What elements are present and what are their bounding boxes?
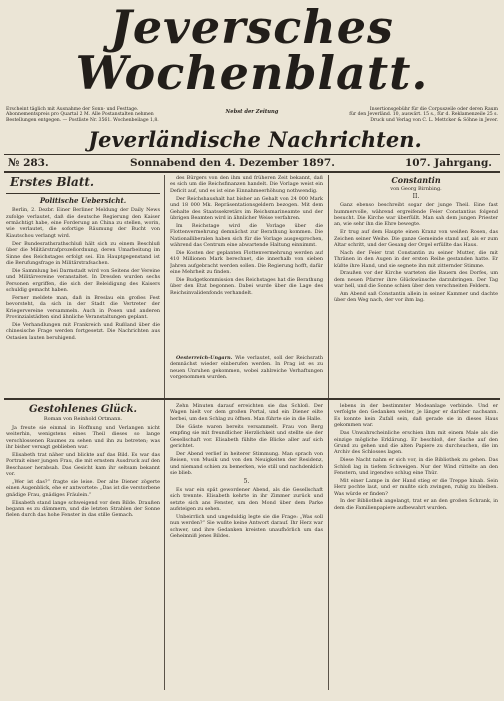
divider-feuilleton (4, 398, 500, 400)
header-left-line-2: Abonnementspreis pro Quartal 2 M. Alle Postanstalten nehmen (6, 112, 154, 118)
header-center-note: Nebst der Zeitung (225, 109, 279, 115)
austria-paragraph (170, 355, 323, 381)
subtitle: Jeverländische Nachrichten. (88, 127, 422, 152)
constantin-heading: Constantin (391, 175, 441, 185)
constantin-paragraph-2: Er trug auf dem Haupte einen Kranz von weißen Rosen, das Zeichen seiner Weihe. Die ganze Gemeinde stand auf, als er zum Altar schritt, und der Gesang der Orgel erfüllte das Haus. (334, 229, 498, 249)
serial-column-1 (6, 403, 160, 695)
col2-paragraph-1: des Bürgers von den ihm und früheren Zeit bekannt, daß es sich um die Reichsfinanzen handelt. Die Vorlage weist ein Deficit auf, und es ist eine Einnahmeerhöhung nothwendig. (170, 175, 323, 194)
serial2-paragraph-3: Der Abend verlief in heiterer Stimmung. Man sprach von Reisen, von Musik und von den Neuigkeiten der Residenz, und niemand schien zu bemerken, wie still und nachdenklich sie blieb. (170, 450, 323, 477)
serial-paragraph-4: Elisabeth stand lange schweigend vor dem Bilde. Draußen begann es zu dämmern, und die letzten Strahlen der Sonne fielen durch das hohe Fenster in das stille Gemach. (6, 499, 160, 519)
serial3-paragraph-1: lebens in der bestimmter Modeanlage verbinde. Und er verfolgte den Gedanken weiter, je länger er darüber nachsann. Es konnte kein Zufall sein, daß gerade sie in dieses Haus gekommen war. (334, 403, 498, 429)
constantin-byline: von Georg Birnbing. (390, 185, 442, 192)
header-right-line-1: Insertionsgebühr für die Corpuszeile oder deren Raum (369, 107, 498, 112)
serial-paragraph-1: Ja freute sie einmal in Hoffnung und Verlangen nicht weiterhin, wenigstens eines Theil dieses so lange verschlossenen Raumes zu sehen und ihn zu betreten; was ihr bisher versagt geblieben war. (6, 424, 160, 451)
politics-paragraph-1: Berlin, 2. Dezbr. Einer Berliner Meldung der Daily News zufolge verlautet, daß die deutsche Regierung den Kaiser ermächtigt habe, eine Forderung an China zu stellen, worin, wie verlautet, die sofortige Räumung der Bucht von Kiautschou verlangt wird. (6, 207, 160, 239)
issue-date: Sonnabend den 4. Dezember 1897. (130, 157, 335, 169)
serial-paragraph-2: Elisabeth trat näher und blickte auf das Bild. Es war das Portrait einer jungen Frau, die mit ernstem Ausdruck auf den Beschauer herabsah. Das Gesicht kam ihr seltsam bekannt vor. (6, 451, 160, 478)
serial3-paragraph-3: Diese Nacht nahm er sich vor, in die Bibliothek zu gehen. Das Schloß lag in tiefem Schweigen. Nur der Wind rüttelte an den Fenstern, und irgendwo schlug eine Thür. (334, 457, 498, 477)
serial-title: Gestohlenes Glück. (28, 404, 138, 415)
serial-byline: Roman von Reinhold Ortmann. (43, 416, 123, 423)
header-left-info (6, 107, 166, 123)
header-right-line-2: für den Jeverländ. 10, auswärt. 15 s., für d. Reklamenzeile 25 s. (349, 112, 498, 118)
serial2-paragraph-2: Die Gäste waren bereits versammelt. Frau von Berg empfing sie mit freundlicher Herzlichkeit und stellte sie der Gesellschaft vor. Elisabeth fühlte die Blicke aller auf sich gerichtet. (170, 423, 323, 449)
issue-volume: 107. Jahrgang. (405, 157, 492, 169)
constantin-paragraph-4: Draußen vor der Kirche warteten die Bauern des Dorfes, um dem neuen Pfarrer ihre Glückwünsche darzubringen. Der Tag war hell, und die Sonne schien über den verschneiten Feldern. (334, 270, 498, 290)
masthead-title: Jeversches Wochenblatt. (75, 0, 429, 100)
serial-paragraph-3: „Wer ist das?“ fragte sie leise. Der alte Diener zögerte einen Augenblick, ehe er antwortete: „Das ist die verstorbene gnädige Frau, gnädiges Fräulein.“ (6, 478, 160, 498)
serial-chapter-number: 5. (243, 477, 250, 485)
politics-paragraph-3: Die Sammlung bei Darmstadt wird von Seitens der Vereine und Militärvereine veranstaltet. In Dresden wurden sechs Personen ergriffen, die sich der Beleidigung des Kaisers schuldig gemacht haben. (6, 267, 160, 294)
politics-heading: Politische Uebersicht. (39, 195, 127, 205)
issue-number: № 283. (8, 157, 49, 169)
politics-paragraph-5: Die Verhandlungen mit Frankreich und Rußland über die chinesische Frage werden fortgesetzt. Die Nachrichten aus Ostasien lauten beruhigend. (6, 321, 160, 341)
column-1 (6, 175, 160, 395)
column-2 (170, 175, 323, 353)
divider-top (4, 154, 500, 155)
section-rule (6, 193, 160, 194)
serial-column-3 (334, 403, 498, 695)
serial3-paragraph-2: Das Unwahrscheinliche erschien ihm mit einem Male als die einzige mögliche Erklärung. Er beschloß, der Sache auf den Grund zu gehen und die alten Papiere zu durchsuchen, die im Archiv des Schlosses lagen. (334, 430, 498, 456)
serial2-paragraph-4: Es war ein spät gewordener Abend, als die Gesellschaft sich trennte. Elisabeth kehrte in ihr Zimmer zurück und setzte sich ans Fenster, um den Mond über dem Parke aufsteigen zu sehen. (170, 486, 323, 513)
constantin-paragraph-1: Ganz ebenso beschreibt sogar der junge Theil. Eine fast hummervolle, während ergreifende Feier Constantius folgend besucht. Die Kirche war überfüllt. Man sah dem jungen Priester an, wie sehr ihn die Ehre bewegte. (334, 202, 498, 228)
header-left-line-1: Erscheint täglich mit Ausnahme der Sonn- und Festtage. (6, 107, 139, 112)
politics-paragraph-2: Der Bundesrathsrathschluß hält sich zu einem Beschluß über die Militärstrafprozeßordnung, deren Umarbeitung im Sinne des Reichstages erfolgt sei. Ein Hauptgegenstand ist die Berufungsfrage in Militärstrafsachen. (6, 240, 160, 266)
section-title: Erstes Blatt. (10, 175, 95, 189)
constantin-part: II. (412, 193, 420, 201)
serial2-paragraph-1: Zehn Minuten darauf erreichten sie das Schloß. Der Wagen hielt vor dem großen Portal, und ein Diener eilte herbei, um den Schlag zu öffnen. Man führte sie in die Halle. (170, 403, 323, 422)
col2-paragraph-4: Die Kosten der geplanten Flottenvermehrung werden auf 410 Millionen Mark berechnet, die innerhalb von sieben Jahren aufgebracht werden sollen. Die Regierung hofft, dafür eine Mehrheit zu finden. (170, 249, 323, 276)
header-right-line-3: Druck und Verlag von C. L. Mettcker & Söhne in Jever. (370, 117, 498, 123)
column-divider-2 (328, 175, 329, 690)
serial2-paragraph-5: Unbeirrlich und ungeduldig legte sie die Frage: „Was soll nun werden?“ Sie wußte keine Antwort darauf. Ihr Herz war schwer, und ihre Gedanken kreisten unaufhörlich um das Geheimniß jenes Bildes. (170, 513, 323, 540)
header-right-info (335, 107, 498, 123)
politics-paragraph-4: Ferner meldete man, daß in Breslau ein großes Fest bevorsteht, da sich in der Stadt die Vertreter der Kriegervereine versammeln. Auch in Posen und anderen Provinzialstädten sind ähnliche Veranstaltungen geplant. (6, 294, 160, 321)
header-left-line-3: Bestellungen entgegen. — Postliste Nr. 3561. Wochenbeilage 1,8. (6, 117, 159, 123)
divider-date (4, 171, 500, 173)
column-2-austria (170, 355, 323, 395)
constantin-paragraph-5: Am Abend saß Constantin allein in seiner Kammer und dachte über den Weg nach, der vor ihm lag. (334, 290, 498, 304)
serial-column-2 (170, 403, 323, 695)
serial3-paragraph-5: In der Bibliothek angelangt, trat er an den großen Schrank, in dem die Familienpapiere aufbewahrt wurden. (334, 498, 498, 511)
col2-paragraph-2: Der Reichshaushalt hat bisher an Gehalt von 24 000 Mark und 18 000 Mk. Repräsentationsgeldern bezogen. Mit dem Gehalte des Staatssekretärs im Reichsmarineamte und der übrigen Beamten wird in ähnlicher Weise verfahren. (170, 195, 323, 221)
col2-paragraph-5: Die Budgetkommission des Reichstages hat die Berathung über den Etat begonnen. Dabei wurde über die Lage des Reichsinvalidenfonds verhandelt. (170, 276, 323, 296)
serial3-paragraph-4: Mit einer Lampe in der Hand stieg er die Treppe hinab. Sein Herz pochte laut, und er mußte sich zwingen, ruhig zu bleiben. Was würde er finden? (334, 477, 498, 497)
col2-paragraph-3: Im Reichstage wird die Vorlage über die Flottenvermehrung demnächst zur Berathung kommen. Die Nationalliberalen haben sich für die Vorlage ausgesprochen, während das Centrum eine abwartende Haltung einnimmt. (170, 222, 323, 249)
column-3 (334, 175, 498, 395)
constantin-paragraph-3: Nach der Feier trat Constantin zu seiner Mutter, die mit Thränen in den Augen in der ersten Reihe gestanden hatte. Er küßte ihre Hand, und sie segnete ihn mit zitternder Stimme. (334, 249, 498, 269)
austria-text: Wie verlautet, soll der Reichsrath demnächst wieder einberufen werden. In Prag ist es zu neuen Unruhen gekommen, wobei zahlreiche Verhaftungen vorgenommen wurden. (170, 355, 323, 381)
column-divider-1 (164, 175, 165, 690)
austria-subhead: Oesterreich-Ungarn. (176, 355, 233, 361)
